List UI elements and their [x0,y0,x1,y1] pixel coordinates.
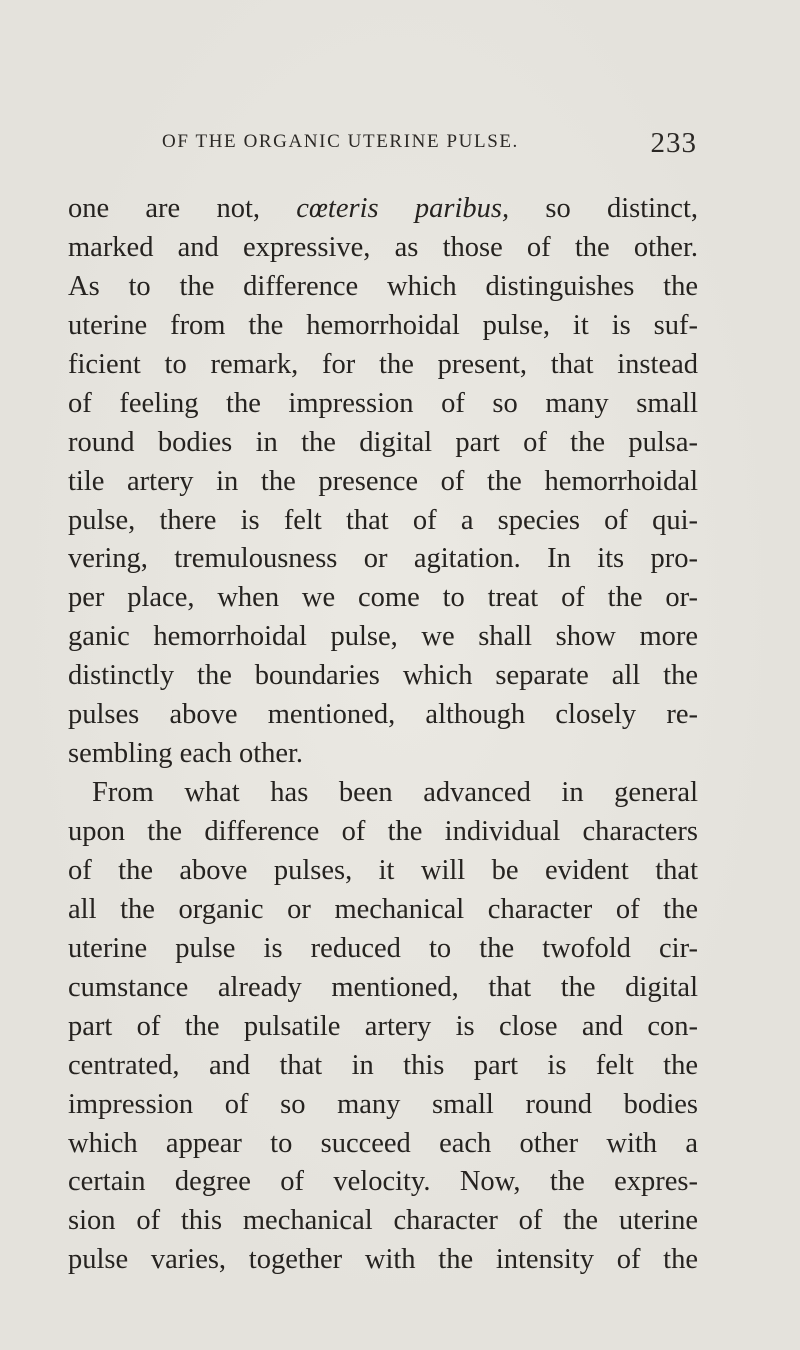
italic-phrase: cœteris paribus, [296,193,510,224]
text-line: impression of so many small round bodies [68,1088,698,1120]
text-line: vering, tremulousness or agitation. In its pro- [68,543,698,575]
text-line: ficient to remark, for the present, that instead [68,348,698,380]
text-line: As to the difference which distinguishes the [68,270,698,302]
text-line: marked and expressive, as those of the other. [68,231,698,263]
text-line: certain degree of velocity. Now, the expres- [68,1166,698,1198]
text-line: uterine from the hemorrhoidal pulse, it is suf- [68,309,698,341]
paragraph-start-line: From what has been advanced in general [92,777,698,809]
text-line: centrated, and that in this part is felt the [68,1049,698,1081]
body-text [68,190,698,1280]
text-line: round bodies in the digital part of the pulsa- [68,426,698,458]
text-line: part of the pulsatile artery is close and con- [68,1010,698,1042]
text-line: all the organic or mechanical character of the [68,893,698,925]
text-line: of feeling the impression of so many small [68,387,698,419]
text-line: per place, when we come to treat of the or- [68,582,698,614]
running-head [0,127,800,167]
text-line: upon the difference of the individual characters [68,816,698,847]
text-line: distinctly the boundaries which separate all the [68,660,698,692]
text-line [68,190,698,229]
text-line: ganic hemorrhoidal pulse, we shall show more [68,621,698,653]
paragraph-end-line: sembling each other. [68,738,304,770]
text-line: sion of this mechanical character of the uterine [68,1205,698,1237]
text-line: pulses above mentioned, although closely re- [68,699,698,731]
text-segment: so distinct, [509,193,698,224]
text-segment: one are not, [68,193,297,224]
text-line: cumstance already mentioned, that the digital [68,971,698,1003]
text-line: tile artery in the presence of the hemorrhoidal [68,465,698,497]
text-line: which appear to succeed each other with a [68,1127,698,1159]
text-line: pulse, there is felt that of a species of qui- [68,504,698,536]
running-title: OF THE ORGANIC UTERINE PULSE. [162,131,519,152]
text-line: pulse varies, together with the intensity of the [68,1244,698,1276]
page-number: 233 [650,127,697,159]
text-line: uterine pulse is reduced to the twofold cir- [68,932,698,964]
text-line: of the above pulses, it will be evident that [68,854,698,886]
